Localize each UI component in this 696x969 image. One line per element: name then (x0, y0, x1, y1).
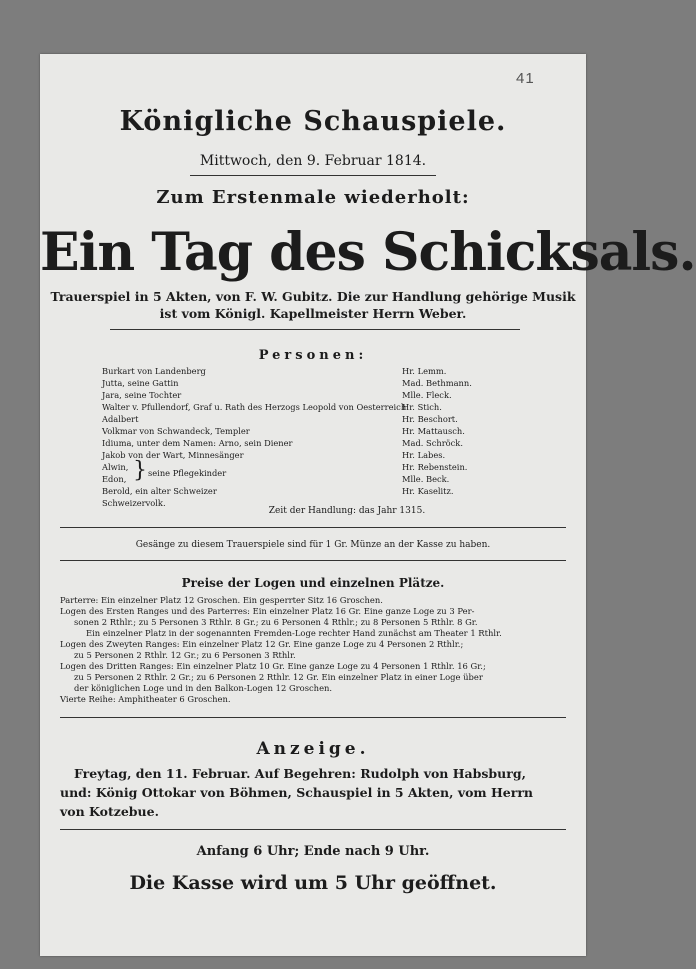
announcement-heading: Anzeige. (256, 739, 370, 759)
play-description-line2: ist vom Königl. Kapellmeister Herrn Weber. (159, 306, 467, 321)
cast-actor: Hr. Kaselitz. (402, 486, 454, 496)
brace-glyph: } (133, 458, 147, 483)
divider (60, 527, 566, 528)
play-title: Ein Tag des Schicksals. (40, 222, 696, 283)
time-of-action: Zeit der Handlung: das Jahr 1315. (268, 506, 426, 516)
play-description-line1: Trauerspiel in 5 Akten, von F. W. Gubitz. Die zur Handlung gehörige Musik (50, 289, 576, 304)
cast-role: Edon, (102, 474, 127, 484)
cast-role: Burkart von Landenberg (102, 366, 206, 376)
cast-role: Volkmar von Schwandeck, Templer (102, 426, 250, 436)
page-number: 41 (516, 70, 535, 87)
cast-role: Jutta, seine Gattin (102, 378, 179, 388)
box-office-opening: Die Kasse wird um 5 Uhr geöffnet. (129, 872, 497, 894)
cast-actor: Hr. Labes. (402, 450, 446, 460)
cast-actor: Mlle. Beck. (402, 474, 450, 484)
cast-actor: Mlle. Fleck. (402, 390, 452, 400)
price-line: sonen 2 Rthlr.; zu 5 Personen 3 Rthlr. 8 Gr.; zu 6 Personen 4 Rthlr.; zu 8 Personen 5 Rthlr. 8 Gr. (74, 617, 478, 627)
price-line: Parterre: Ein einzelner Platz 12 Groschen. Ein gesperrter Sitz 16 Groschen. (60, 595, 383, 605)
cast-role: Berold, ein alter Schweizer (102, 486, 217, 496)
price-line: zu 5 Personen 2 Rthlr. 12 Gr.; zu 6 Personen 3 Rthlr. (74, 650, 296, 660)
cast-actor: Hr. Rebenstein. (402, 462, 468, 472)
performance-subtitle: Zum Erstenmale wiederholt: (156, 187, 470, 208)
price-line: zu 5 Personen 2 Rthlr. 2 Gr.; zu 6 Personen 2 Rthlr. 12 Gr. Ein einzelner Platz in einer Loge über (74, 672, 483, 682)
start-time: Anfang 6 Uhr; Ende nach 9 Uhr. (196, 844, 430, 859)
announcement-line: Freytag, den 11. Februar. Auf Begehren: Rudolph von Habsburg, (74, 766, 526, 781)
price-line: Logen des Dritten Ranges: Ein einzelner Platz 10 Gr. Eine ganze Loge zu 4 Personen 1 Rthlr. 16 Gr.; (60, 661, 486, 671)
playbill-sheet (40, 54, 696, 956)
divider (60, 829, 566, 830)
cast-actor: Hr. Stich. (402, 402, 442, 412)
divider (60, 560, 566, 561)
price-line: Vierte Reihe: Amphitheater 6 Groschen. (60, 694, 231, 704)
price-line: Logen des Zweyten Ranges: Ein einzelner Platz 12 Gr. Eine ganze Loge zu 4 Personen 2 Rthlr.; (60, 639, 464, 649)
theater-title: Königliche Schauspiele. (119, 106, 507, 137)
foster-children-note: seine Pflegekinder (148, 468, 227, 478)
cast-role: Jakob von der Wart, Minnesänger (102, 450, 244, 460)
announcement-line: und: König Ottokar von Böhmen, Schauspiel in 5 Akten, vom Herrn (60, 785, 534, 800)
divider (60, 717, 566, 718)
cast-role: Idiuma, unter dem Namen: Arno, sein Diener (102, 438, 293, 448)
cast-actor: Hr. Beschort. (402, 414, 458, 424)
cast-actor: Mad. Bethmann. (402, 378, 472, 388)
price-line: Ein einzelner Platz in der sogenannten Fremden-Loge rechter Hand zunächst am Theater 1 Rthlr. (86, 628, 502, 638)
divider (190, 175, 436, 176)
prices-heading: Preise der Logen und einzelnen Plätze. (181, 576, 445, 590)
cast-heading: Personen: (258, 348, 368, 363)
cast-actor: Hr. Lemm. (402, 366, 447, 376)
divider (110, 329, 520, 330)
performance-date: Mittwoch, den 9. Februar 1814. (199, 153, 427, 169)
cast-role: Jara, seine Tochter (102, 390, 182, 400)
cast-actor: Mad. Schröck. (402, 438, 463, 448)
announcement-line: von Kotzebue. (60, 804, 159, 819)
cast-role: Schweizervolk. (102, 498, 166, 508)
cast-actor: Hr. Mattausch. (402, 426, 465, 436)
cast-role: Adalbert (102, 414, 139, 424)
cast-role: Walter v. Pfullendorf, Graf u. Rath des Herzogs Leopold von Oesterreich (102, 402, 407, 412)
cast-role: Alwin, (102, 462, 129, 472)
songs-note: Gesänge zu diesem Trauerspiele sind für 1 Gr. Münze an der Kasse zu haben. (135, 540, 491, 550)
price-line: Logen des Ersten Ranges und des Parterres: Ein einzelner Platz 16 Gr. Eine ganze Loge zu 3 Per- (60, 606, 475, 616)
price-line: der königlichen Loge und in den Balkon-Logen 12 Groschen. (74, 683, 333, 693)
